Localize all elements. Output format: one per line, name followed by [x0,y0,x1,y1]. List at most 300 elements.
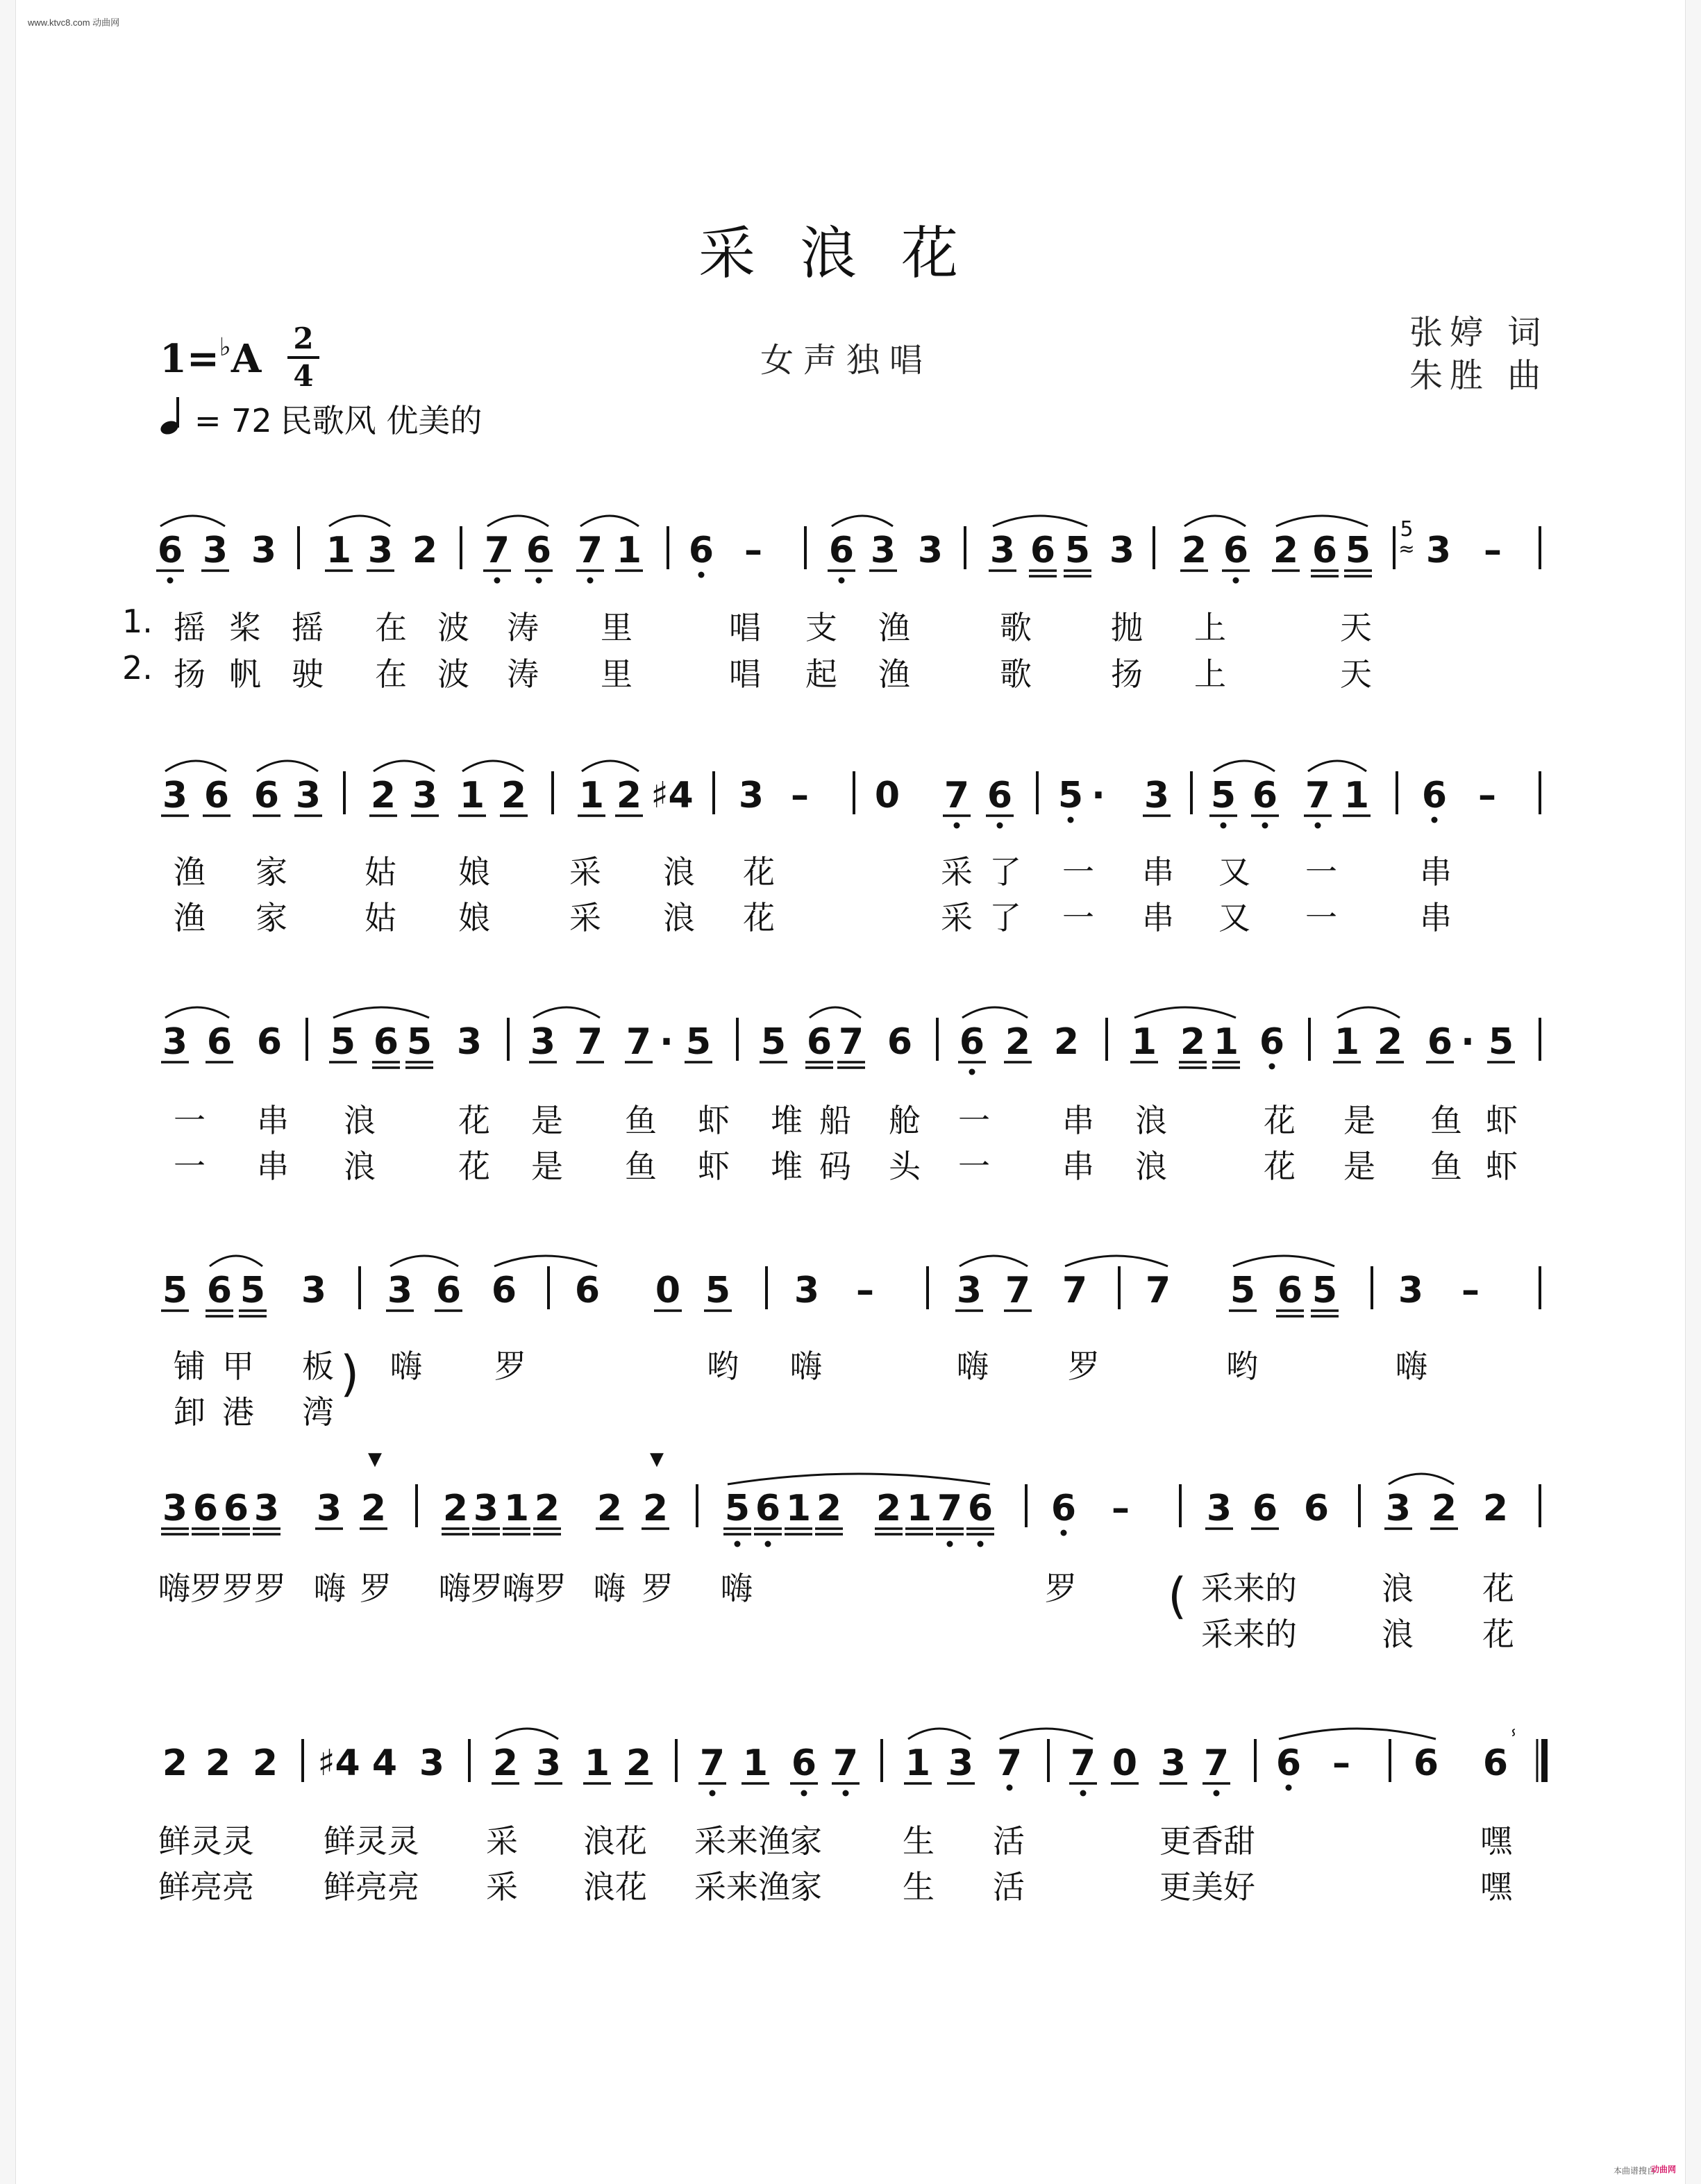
lyric-word: 浪 [1135,1148,1167,1185]
notation-mark: ≈ [1398,537,1415,560]
lyric-word: 摇 [174,609,206,646]
lyric-word: 又 [1218,899,1250,936]
note: 2 [412,530,438,571]
verse-bracket: ( [1168,1568,1187,1624]
note: 5 [724,1488,751,1529]
note: 3 [419,1742,445,1784]
note: 7 [484,530,510,571]
lyric-word: 歌 [1000,609,1032,646]
lyric-line [0,1095,1701,1140]
slur [210,1256,262,1266]
time-signature-top: 2 [293,321,314,355]
slur [1000,1729,1093,1739]
note: – [856,1270,874,1311]
lyric-word: 一 [174,1102,206,1139]
lyric-word: 抛 [1111,609,1143,646]
lyric-word: 堆 [771,1148,803,1185]
note: 1 [1334,1021,1360,1063]
slur [960,1256,1028,1266]
lower-octave-dot [997,823,1003,829]
lower-octave-dot [698,572,705,578]
note: 6 [806,1021,832,1063]
note: 3 [1398,1270,1424,1311]
note: 5 [1064,530,1091,571]
note: 7 [626,1021,652,1063]
lyric-word: 采 [941,899,973,936]
lower-octave-dot [765,1541,771,1547]
lyric-word: 罗 [494,1347,526,1385]
note: 3 [870,530,896,571]
lyric-word: 采 [486,1822,518,1860]
note: 6 [1427,1021,1453,1063]
note: 6 [206,1021,233,1063]
note: 3 [1160,1742,1187,1784]
slur [1214,761,1275,771]
note: 6 [1030,530,1056,571]
note: 1 [503,1488,530,1529]
lyric-word: 浪 [663,853,695,891]
note: 1 [584,1742,610,1784]
verse-number: 1. [122,603,153,640]
note: 5 [330,1021,356,1063]
note: 1 [785,1488,812,1529]
lyric-word: 串 [1062,1148,1094,1185]
lyric-word: 里 [601,609,632,646]
lyric-word: 串 [1142,853,1174,891]
note: 6 [253,775,280,816]
note: – [1484,530,1502,571]
note: 2 [1180,1021,1206,1063]
lower-octave-dot [1286,1785,1292,1791]
note: 5 [1312,1270,1338,1311]
note: – [1332,1742,1350,1784]
slur [533,1007,600,1018]
note: 7 [1145,1270,1171,1311]
note: 3 [917,530,944,571]
note: 6 [1312,530,1338,571]
lyric-word: 在 [375,609,407,646]
slur [832,516,893,526]
note: 3 [295,775,321,816]
notation-mark: ⸯ [1507,1731,1520,1755]
lyric-word: 鱼 [625,1102,657,1139]
note: 0 [874,775,900,816]
note: 3 [530,1021,556,1063]
lyric-word: 渔 [878,609,910,646]
lyric-word: 哟 [707,1347,739,1385]
note: 6 [1275,1742,1302,1784]
slur [165,761,226,771]
note: · [1091,775,1105,816]
note: 3 [162,1021,188,1063]
note: 3 [956,1270,982,1311]
note: 5 [1210,775,1237,816]
note: 3 [738,775,764,816]
lyric-word: 涛 [507,655,539,693]
slur [487,516,548,526]
lyric-word: 姑 [364,899,396,936]
lyric-word: 是 [531,1102,563,1139]
note: 7 [1070,1742,1096,1784]
lyric-word: 里 [601,655,632,693]
note: 2 [252,1742,278,1784]
lower-octave-dot [587,578,594,584]
note: 3 [1385,1488,1411,1529]
lyric-word: 唱 [729,655,761,693]
note: 3 [367,530,394,571]
lyric-word: 是 [1343,1102,1375,1139]
note: 2 [1482,1488,1509,1529]
lyric-word: 罗 [642,1570,673,1607]
lyric-word: 一 [1305,899,1337,936]
note: 6 [526,530,552,571]
note: 6 [967,1488,994,1529]
lyric-word: 波 [437,655,469,693]
lower-octave-dot [536,578,542,584]
lyric-word: 串 [257,1148,289,1185]
key-label: 1= [160,336,219,382]
lyric-word: 嗨 [957,1347,989,1385]
lower-octave-dot [167,578,174,584]
lower-octave-dot [1315,823,1321,829]
note: 2 [442,1488,469,1529]
lyric-word: 虾 [1486,1102,1518,1139]
lyric-line [0,1387,1701,1431]
lyric-word: 堆 [771,1102,803,1139]
lyric-word: 生 [903,1822,935,1860]
lyric-word: 娘 [458,899,490,936]
note: 2 [534,1488,560,1529]
lyric-word: 花 [458,1148,490,1185]
note: 2 [1005,1021,1031,1063]
lyric-word: 支 [805,609,837,646]
slur [494,1256,597,1266]
lyric-line [0,1609,1701,1654]
lyric-word: 一 [1062,853,1094,891]
lyric-word: 起 [805,655,837,693]
lyric-word: 鲜亮亮 [324,1868,419,1906]
footer-note: 本曲谱搜自 [1613,2166,1655,2176]
note: 6 [1252,775,1278,816]
lyric-word: 嗨 [594,1570,626,1607]
slur [160,516,225,526]
slur [1134,1007,1236,1018]
lyric-word: 采 [486,1868,518,1906]
lyric-word: 花 [1264,1102,1296,1139]
note: 1 [326,530,352,571]
lyric-word: 上 [1194,655,1226,693]
lyric-line [0,649,1701,694]
slur [580,516,639,526]
note: 2 [1377,1021,1403,1063]
note: 6 [1252,1488,1278,1529]
note: 6 [574,1270,601,1311]
note: 5 [240,1270,266,1311]
lyric-word: 采 [941,853,973,891]
slur [165,1007,229,1018]
lyric-word: 渔 [174,853,206,891]
slur [496,1729,558,1739]
site-url: www.ktvc8.com 动曲网 [28,17,120,28]
note: 6 [755,1488,781,1529]
note: 3 [162,1488,188,1529]
note: 6 [791,1742,817,1784]
note: 5 [705,1270,731,1311]
note: 7 [699,1742,726,1784]
lower-octave-dot [969,1069,975,1075]
note: 3 [253,1488,280,1529]
lyric-word: 扬 [174,655,206,693]
note: 3 [412,775,438,816]
lyric-word: 摇 [292,609,324,646]
lyric-line [0,1141,1701,1186]
lyric-word: 鱼 [625,1148,657,1185]
lyric-word: 铺 [174,1347,206,1385]
lyric-word: 采 [569,853,601,891]
lyric-line [0,1563,1701,1608]
slur [582,761,639,771]
lyric-word: 鱼 [1430,1148,1462,1185]
note: ♯4 [317,1742,360,1784]
slur [1233,1256,1334,1266]
note: 3 [948,1742,974,1784]
lyric-word: 在 [375,655,407,693]
note: 6 [959,1021,985,1063]
note: 6 [887,1021,913,1063]
note: 3 [535,1742,562,1784]
lyric-word: 一 [958,1102,990,1139]
note: 7 [838,1021,864,1063]
note: 1 [578,775,605,816]
lyric-word: 串 [1142,899,1174,936]
note: 5 [685,1021,712,1063]
note: 2 [1053,1021,1080,1063]
note: 7 [577,1021,603,1063]
note: 2 [1181,530,1207,571]
lower-octave-dot [947,1541,953,1547]
note: 5 [1230,1270,1256,1311]
note: 2 [596,1488,623,1529]
lyric-word: 罗 [1068,1347,1100,1385]
lyric-word: 罗 [1045,1570,1077,1607]
note: 2 [492,1742,519,1784]
note: 6 [1413,1742,1439,1784]
lower-octave-dot [494,578,501,584]
lyric-word: 板 [302,1347,334,1385]
lyric-word: 嗨 [1396,1347,1427,1385]
lyric-word: 嗨 [314,1570,346,1607]
note: 7 [1305,775,1331,816]
slur [374,761,435,771]
note: 3 [387,1270,413,1311]
lyric-word: 浪花 [583,1822,647,1860]
slur [1065,1256,1168,1266]
slur [1308,761,1366,771]
lyric-word: 是 [531,1148,563,1185]
note: 3 [251,530,277,571]
lyric-word: 是 [1343,1148,1375,1185]
lyric-word: 天 [1340,609,1372,646]
lower-octave-dot [1007,1785,1013,1791]
note: 1 [1343,775,1370,816]
note: 0 [1112,1742,1138,1784]
lower-octave-dot [710,1790,716,1797]
lyric-word: 渔 [174,899,206,936]
note: 6 [1482,1742,1509,1784]
lyric-word: 虾 [698,1102,730,1139]
lower-octave-dot [1262,823,1268,829]
lyric-word: 扬 [1111,655,1143,693]
note: 3 [794,1270,820,1311]
note: 7 [832,1742,859,1784]
note: 2 [642,1488,669,1529]
lower-octave-dot [1068,817,1074,823]
lyric-word: 浪 [1382,1570,1414,1607]
slur [1276,516,1368,526]
lyric-word: 天 [1340,655,1372,693]
note: 5 [162,1270,188,1311]
lyric-word: 船 [819,1102,851,1139]
lyric-word: 又 [1218,853,1250,891]
lyric-word: 花 [1482,1570,1514,1607]
lyric-word: 上 [1194,609,1226,646]
notation-mark: 5 [1400,517,1414,541]
lyric-word: 码 [819,1148,851,1185]
footer-logo: 动曲网 [1650,2165,1676,2174]
slur [993,516,1087,526]
song-title: 采浪花 [698,221,1003,287]
lyric-word: 花 [1264,1148,1296,1185]
lyric-word: 更美好 [1159,1868,1255,1906]
note: 1 [1131,1021,1157,1063]
note: 7 [1005,1270,1031,1311]
tempo-value: = 72 [194,402,272,439]
lyric-line [0,893,1701,937]
lyric-word: 卸 [174,1393,206,1431]
lyric-word: 港 [222,1393,254,1431]
lower-octave-dot [1432,817,1438,823]
slur [908,1729,971,1739]
lyric-word: 花 [1482,1615,1514,1653]
lyric-word: 哟 [1226,1347,1258,1385]
note: 2 [162,1742,188,1784]
note: 5 [1345,530,1371,571]
final-barline-thick [1541,1739,1548,1782]
note: 7 [577,530,603,571]
note: 6 [1050,1488,1077,1529]
lyric-word: 串 [1062,1102,1094,1139]
lyric-word: 浪 [663,899,695,936]
note: 3 [1143,775,1170,816]
lyric-word: 驶 [292,655,324,693]
note: 6 [1277,1270,1303,1311]
note: 3 [456,1021,483,1063]
lyric-word: 生 [903,1868,935,1906]
note: 6 [203,775,230,816]
note: 7 [937,1488,963,1529]
lyric-word: 甲 [222,1347,254,1385]
lyric-word: 串 [257,1102,289,1139]
lyric-word: 浪 [344,1148,376,1185]
lyric-word: 罗 [360,1570,392,1607]
lyric-word: 虾 [1486,1148,1518,1185]
lyric-word: 采来渔家 [694,1868,822,1906]
note: 2 [626,1742,652,1784]
slur [333,1007,429,1018]
note: 6 [1421,775,1448,816]
note: – [1112,1488,1130,1529]
lyric-word: 串 [1420,853,1452,891]
lyric-word: 更香甜 [1159,1822,1255,1860]
note: 1 [459,775,485,816]
note: 6 [828,530,855,571]
note: 2 [360,1488,387,1529]
time-signature-bottom: 4 [293,359,314,393]
lyric-word: 唱 [729,609,761,646]
note: 7 [1062,1270,1088,1311]
lyric-word: 家 [255,853,287,891]
lyric-word: 采 [569,899,601,936]
lower-octave-dot [735,1541,741,1547]
lower-octave-dot [1061,1530,1067,1536]
note: 6 [1303,1488,1330,1529]
lower-octave-dot [1214,1790,1220,1797]
note: 6 [1259,1021,1285,1063]
lyric-word: 浪 [1382,1615,1414,1653]
notation-mark: ▼ [650,1449,664,1470]
slur [329,516,390,526]
lower-octave-dot [1080,1790,1087,1797]
lyric-line [0,1341,1701,1386]
lower-octave-dot [978,1541,984,1547]
lyric-word: 嗨罗嗨罗 [439,1570,567,1607]
lyric-word: 花 [743,853,775,891]
lyric-word: 舱 [889,1102,921,1139]
lyric-word: 活 [993,1868,1025,1906]
note: 3 [1206,1488,1232,1529]
note: 6 [373,1021,399,1063]
note: 2 [1273,530,1299,571]
note: 3 [989,530,1016,571]
note: – [1478,775,1496,816]
lyric-line [0,1816,1701,1860]
lyric-word: 一 [1305,853,1337,891]
performance-type: 女声独唱 [760,341,933,380]
note: 3 [473,1488,499,1529]
note: 6 [206,1270,233,1311]
note: 6 [1223,530,1249,571]
lyric-word: 嗨 [790,1347,822,1385]
lower-octave-dot [1221,823,1227,829]
slur [962,1007,1028,1018]
note: 6 [435,1270,462,1311]
slur [1337,1007,1400,1018]
lyric-word: 花 [458,1102,490,1139]
note: 5 [1057,775,1084,816]
lyric-word: 浪花 [583,1868,647,1906]
note: 3 [162,775,188,816]
lyric-word: 花 [743,899,775,936]
note: · [1461,1021,1475,1063]
lower-octave-dot [801,1790,807,1797]
note: 6 [256,1021,283,1063]
lyric-line [0,847,1701,891]
note: 6 [223,1488,249,1529]
lyric-word: 歌 [1000,655,1032,693]
slur [810,1007,861,1018]
note: 5 [760,1021,787,1063]
note: 7 [1203,1742,1230,1784]
